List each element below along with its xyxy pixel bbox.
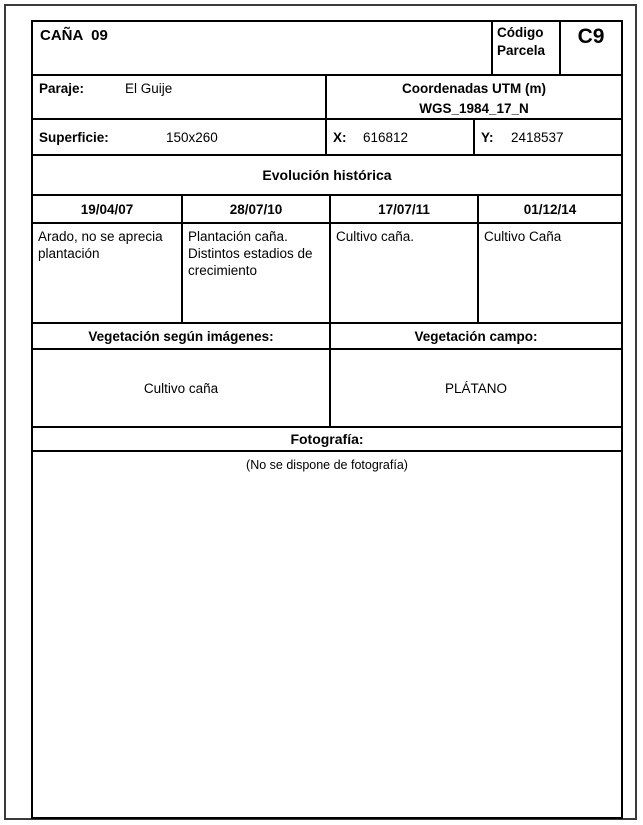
code-label <box>491 22 559 74</box>
coordinates-title: Coordenadas UTM (m) <box>401 81 546 96</box>
evolution-description: Cultivo caña. <box>329 224 477 322</box>
photo-label: Fotografía: <box>290 431 364 447</box>
evolution-description: Cultivo Caña <box>477 224 621 322</box>
vegetation-field-label: Vegetación campo: <box>329 324 621 348</box>
vegetation-images-label: Vegetación según imágenes: <box>88 328 274 344</box>
parcel-sheet <box>31 20 623 819</box>
evolution-date: 28/07/10 <box>181 196 329 222</box>
evolution-header-row <box>33 156 621 196</box>
code-label-line2: Parcela <box>497 42 546 58</box>
superficie-value: 150x260 <box>166 129 218 145</box>
evolution-description: Arado, no se aprecia plantación <box>38 229 163 261</box>
vegetation-images-value: Cultivo caña <box>143 380 219 396</box>
y-value: 2418537 <box>511 129 564 145</box>
superficie-row <box>33 120 621 156</box>
coordinates-datum: WGS_1984_17_N <box>419 100 529 116</box>
paraje-label: Paraje: <box>39 81 85 96</box>
y-label: Y: <box>481 129 494 145</box>
paraje-value: El Guije <box>125 81 173 96</box>
evolution-date: 01/12/14 <box>477 196 621 222</box>
photo-placeholder: (No se dispone de fotografía) <box>246 458 408 472</box>
paraje-cell <box>33 76 325 118</box>
vegetation-labels-row <box>33 324 621 350</box>
evolution-title: Evolución histórica <box>262 167 392 183</box>
vegetation-values-row <box>33 350 621 428</box>
title-row <box>33 22 621 76</box>
page-frame <box>4 4 637 820</box>
evolution-dates-row <box>33 196 621 224</box>
code-value: C9 <box>559 22 621 74</box>
photo-header-row <box>33 428 621 452</box>
coordinates-header <box>325 76 621 118</box>
y-coordinate-cell <box>473 120 621 154</box>
code-label-line1: Código <box>497 25 544 40</box>
evolution-descriptions-row <box>33 224 621 324</box>
evolution-description: Plantación caña. Distintos estadios de crecimiento <box>181 224 329 322</box>
parcel-title: CAÑA 09 <box>40 27 108 44</box>
evolution-date: 17/07/11 <box>329 196 477 222</box>
vegetation-field-value: PLÁTANO <box>329 350 621 426</box>
x-coordinate-cell <box>325 120 473 154</box>
superficie-cell <box>33 120 325 154</box>
x-value: 616812 <box>363 129 409 145</box>
superficie-label: Superficie: <box>39 129 109 145</box>
evolution-date: 19/04/07 <box>80 201 134 217</box>
paraje-row <box>33 76 621 120</box>
x-label: X: <box>333 129 347 145</box>
photo-area <box>33 452 621 817</box>
